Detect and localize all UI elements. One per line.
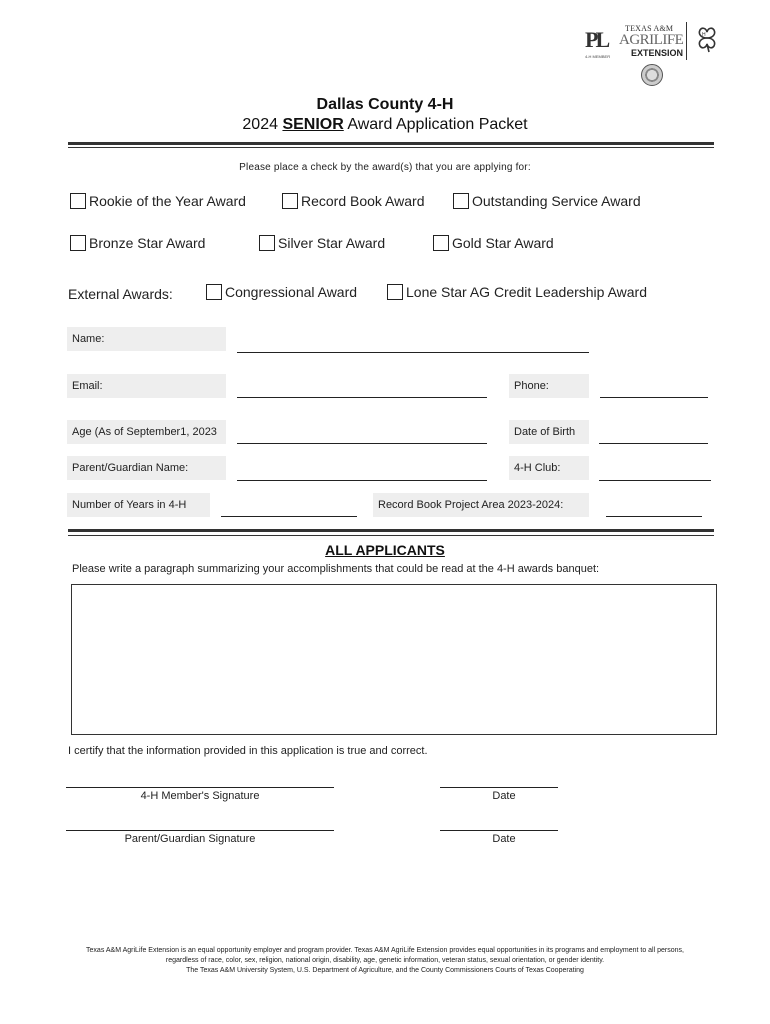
bronze-star-label: Bronze Star Award — [89, 235, 206, 251]
congressional-label: Congressional Award — [225, 284, 358, 300]
subtitle-year: 2024 — [242, 116, 278, 133]
parent-name-label: Parent/Guardian Name: — [67, 456, 226, 480]
award-record-book[interactable] — [282, 193, 424, 209]
outstanding-service-label: Outstanding Service Award — [472, 193, 641, 209]
award-rookie[interactable] — [70, 193, 246, 209]
subtitle-senior: SENIOR — [282, 116, 344, 133]
award-outstanding-service[interactable] — [453, 193, 641, 209]
record-book-checkbox[interactable] — [282, 193, 298, 209]
email-label: Email: — [67, 374, 226, 398]
silver-star-label: Silver Star Award — [278, 235, 386, 251]
title-divider — [68, 142, 714, 145]
dob-field[interactable] — [599, 443, 708, 444]
project-area-field[interactable] — [606, 516, 702, 517]
dob-label: Date of Birth — [509, 420, 589, 444]
title-divider-thin — [68, 147, 714, 148]
award-instructions: Please place a check by the award(s) that you are applying for: — [239, 162, 531, 173]
parent-date-label: Date — [492, 833, 516, 845]
member-date-line[interactable] — [440, 787, 558, 788]
agrilife-logo-agrilife: AGRILIFE — [619, 32, 684, 48]
congressional-checkbox[interactable] — [206, 284, 222, 300]
page-subtitle — [0, 116, 770, 134]
section-divider — [68, 529, 714, 532]
award-bronze-star[interactable] — [70, 235, 205, 251]
pl-logo: PL — [585, 27, 608, 52]
silver-star-checkbox[interactable] — [259, 235, 275, 251]
accomplishments-textarea[interactable] — [71, 584, 717, 735]
years-label: Number of Years in 4-H — [67, 493, 210, 517]
external-awards-label: External Awards: — [68, 286, 173, 302]
rookie-label: Rookie of the Year Award — [89, 193, 246, 209]
name-field[interactable] — [237, 352, 589, 353]
agrilife-logo — [619, 24, 685, 62]
award-congressional[interactable] — [206, 284, 357, 300]
bronze-star-checkbox[interactable] — [70, 235, 86, 251]
award-lone-star[interactable] — [387, 284, 647, 300]
age-field[interactable] — [237, 443, 487, 444]
agrilife-logo-texas-am: TEXAS A&M — [625, 24, 674, 33]
pl-logo-subtext: 4-H MEMBER — [585, 54, 611, 59]
record-book-label: Record Book Award — [301, 193, 425, 209]
certification-statement: I certify that the information provided in this application is true and correct. — [68, 745, 428, 757]
logo-divider — [686, 22, 687, 60]
club-label: 4-H Club: — [509, 456, 589, 480]
agrilife-logo-extension: EXTENSION — [631, 48, 684, 58]
parent-name-field[interactable] — [237, 480, 487, 481]
footer-disclaimer — [40, 946, 730, 976]
award-gold-star[interactable] — [433, 235, 554, 251]
award-silver-star[interactable] — [259, 235, 385, 251]
lone-star-checkbox[interactable] — [387, 284, 403, 300]
project-area-label: Record Book Project Area 2023-2024: — [373, 493, 589, 517]
age-label: Age (As of September1, 2023 — [67, 420, 226, 444]
page-title: Dallas County 4-H — [316, 96, 454, 113]
name-label: Name: — [67, 327, 226, 351]
footer-line-1: Texas A&M AgriLife Extension is an equal opportunity employer and program provider. Texas A&M AgriLife Extension provides equal opportunities in its programs and employment to all persons, — [86, 947, 684, 954]
club-field[interactable] — [599, 480, 711, 481]
footer-line-2: regardless of race, color, sex, religion, national origin, disability, age, genetic information, veteran status, sexual orientation, or gender identity. — [165, 957, 605, 964]
header-logos — [585, 22, 720, 94]
rookie-checkbox[interactable] — [70, 193, 86, 209]
email-field[interactable] — [237, 397, 487, 398]
seal-icon — [641, 64, 663, 86]
gold-star-label: Gold Star Award — [452, 235, 554, 251]
footer-line-3: The Texas A&M University System, U.S. Department of Agriculture, and the County Commissioners Courts of Texas Cooperating — [186, 967, 584, 974]
svg-text:H: H — [702, 32, 706, 38]
subtitle-rest: Award Application Packet — [347, 116, 528, 133]
phone-field[interactable] — [600, 397, 708, 398]
years-field[interactable] — [221, 516, 357, 517]
four-leaf-clover-icon — [693, 24, 721, 54]
gold-star-checkbox[interactable] — [433, 235, 449, 251]
member-signature-line[interactable] — [66, 787, 334, 788]
parent-signature-line[interactable] — [66, 830, 334, 831]
outstanding-service-checkbox[interactable] — [453, 193, 469, 209]
lone-star-label: Lone Star AG Credit Leadership Award — [406, 284, 648, 300]
member-date-label: Date — [492, 790, 516, 802]
parent-date-line[interactable] — [440, 830, 558, 831]
member-signature-label: 4-H Member's Signature — [140, 790, 260, 802]
paragraph-prompt: Please write a paragraph summarizing your accomplishments that could be read at the 4-H awards banquet: — [72, 563, 600, 575]
section-divider-thin — [68, 535, 714, 536]
parent-signature-label: Parent/Guardian Signature — [124, 833, 256, 845]
all-applicants-heading: ALL APPLICANTS — [325, 542, 445, 558]
phone-label: Phone: — [509, 374, 589, 398]
